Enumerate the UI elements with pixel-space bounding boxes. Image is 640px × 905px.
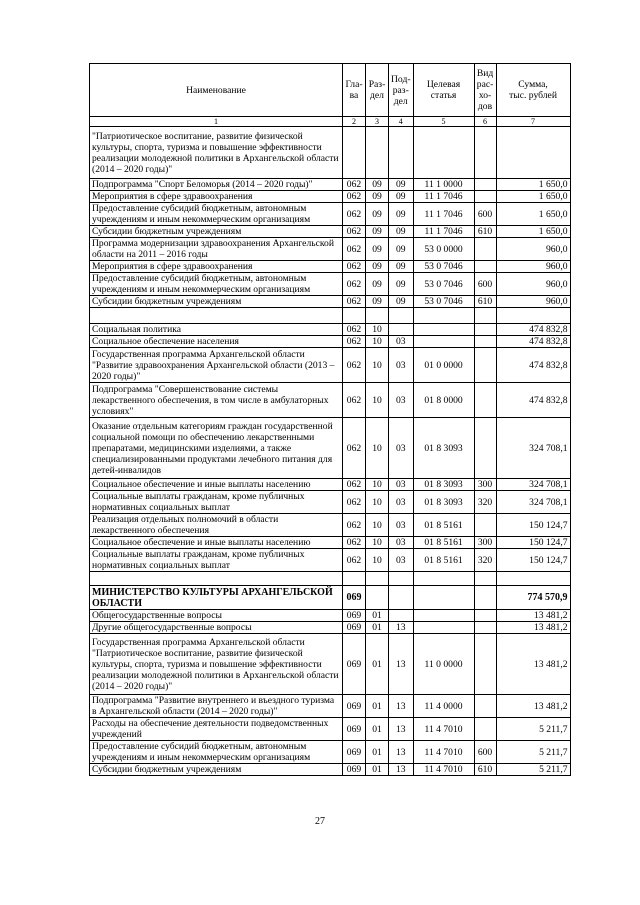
cell-glava: 069 [343,610,366,622]
cell-podrazdel: 09 [389,273,414,296]
cell-razdel: 01 [366,741,389,764]
cell-target: 53 0 7046 [413,296,474,308]
cell-target: 11 4 7010 [413,764,474,776]
cell-glava: 069 [343,764,366,776]
header-vid: Вид рас- хо- дов [474,64,496,117]
cell-vid [474,383,496,418]
cell-podrazdel: 09 [389,191,414,203]
cell-target: 53 0 0000 [413,238,474,261]
cell-vid [474,324,496,336]
cell-vid [474,586,496,610]
cell-sum: 324 708,1 [496,479,570,491]
table-row [90,203,571,226]
table-row [90,336,571,348]
cell-podrazdel: 13 [389,695,414,718]
cell-vid [474,622,496,634]
cell-name: Социальные выплаты гражданам, кроме публичных нормативных социальных выплат [90,549,343,572]
cell-vid [474,179,496,191]
cell-vid [474,718,496,741]
cell-name: Предоставление субсидий бюджетным, автономным учреждениям и иным некоммерческим организациям [90,203,343,226]
cell-sum: 150 124,7 [496,514,570,537]
cell-glava: 062 [343,179,366,191]
column-number: 3 [366,117,389,127]
cell-podrazdel: 03 [389,549,414,572]
cell-vid: 320 [474,491,496,514]
table-row [90,622,571,634]
cell-target: 11 1 7046 [413,203,474,226]
cell-podrazdel [389,610,414,622]
cell-name: Программа модернизации здравоохранения Архангельской области на 2011 – 2016 годы [90,238,343,261]
column-number: 5 [413,117,474,127]
cell-razdel: 01 [366,622,389,634]
cell-vid: 300 [474,537,496,549]
cell-name: Субсидии бюджетным учреждениям [90,296,343,308]
cell-glava: 069 [343,718,366,741]
cell-sum: 474 832,8 [496,336,570,348]
cell-target: 01 8 0000 [413,383,474,418]
table-row [90,537,571,549]
cell-target: 11 4 7010 [413,741,474,764]
cell-razdel: 09 [366,179,389,191]
budget-table [89,63,571,776]
cell-podrazdel: 09 [389,203,414,226]
cell-name: Подпрограмма "Спорт Беломорья (2014 – 2020 годы)" [90,179,343,191]
table-row [90,764,571,776]
cell-vid [474,238,496,261]
cell-glava: 062 [343,203,366,226]
header-razdel: Раз- дел [366,64,389,117]
cell-sum: 150 124,7 [496,537,570,549]
page-number: 27 [315,816,325,827]
cell-razdel: 10 [366,491,389,514]
table-row [90,418,571,479]
cell-podrazdel: 13 [389,718,414,741]
cell-glava: 069 [343,634,366,695]
cell-glava [343,308,366,324]
cell-sum: 324 708,1 [496,418,570,479]
cell-vid [474,348,496,383]
cell-sum: 960,0 [496,261,570,273]
cell-target [413,308,474,324]
cell-name: Социальная политика [90,324,343,336]
cell-vid: 600 [474,273,496,296]
cell-sum: 5 211,7 [496,718,570,741]
cell-razdel: 10 [366,348,389,383]
cell-glava: 062 [343,191,366,203]
cell-name: МИНИСТЕРСТВО КУЛЬТУРЫ АРХАНГЕЛЬСКОЙ ОБЛАСТИ [90,586,343,610]
cell-vid: 300 [474,479,496,491]
cell-razdel: 09 [366,226,389,238]
cell-target: 01 8 5161 [413,549,474,572]
cell-target: 11 1 7046 [413,191,474,203]
cell-podrazdel [389,324,414,336]
cell-vid: 610 [474,226,496,238]
table-row [90,634,571,695]
table-row [90,226,571,238]
cell-sum: 13 481,2 [496,610,570,622]
cell-podrazdel: 13 [389,741,414,764]
cell-name: Другие общегосударственные вопросы [90,622,343,634]
cell-podrazdel: 09 [389,238,414,261]
header-glava: Гла- ва [343,64,366,117]
cell-vid [474,308,496,324]
cell-target: 11 4 0000 [413,695,474,718]
cell-razdel: 10 [366,324,389,336]
cell-sum: 5 211,7 [496,764,570,776]
table-row [90,491,571,514]
cell-name: Государственная программа Архангельской области "Патриотическое воспитание, развитие физической культуры, спорта, туризма и повышение эффективности реализации молодежной политики в Архангельской области (2014 – 2020 годы)" [90,634,343,695]
cell-razdel [366,572,389,586]
cell-target: 01 8 5161 [413,514,474,537]
cell-razdel [366,308,389,324]
table-row [90,695,571,718]
cell-name: "Патриотическое воспитание, развитие физической культуры, спорта, туризма и повышение эффективности реализации молодежной политики в Архангельской области (2014 – 2020 годы)" [90,127,343,179]
cell-podrazdel: 03 [389,514,414,537]
cell-razdel: 09 [366,296,389,308]
cell-sum: 324 708,1 [496,491,570,514]
table-row [90,549,571,572]
cell-vid [474,514,496,537]
cell-sum: 1 650,0 [496,203,570,226]
table-row [90,238,571,261]
cell-podrazdel: 03 [389,418,414,479]
cell-razdel: 10 [366,549,389,572]
cell-glava [343,572,366,586]
cell-sum: 13 481,2 [496,695,570,718]
cell-podrazdel: 03 [389,491,414,514]
cell-vid [474,695,496,718]
cell-podrazdel: 03 [389,348,414,383]
cell-target [413,610,474,622]
cell-target: 01 8 5161 [413,537,474,549]
cell-podrazdel: 03 [389,537,414,549]
cell-glava: 062 [343,273,366,296]
cell-vid [474,127,496,179]
cell-razdel: 10 [366,383,389,418]
cell-razdel: 01 [366,634,389,695]
table-row [90,273,571,296]
cell-glava: 062 [343,537,366,549]
cell-glava: 062 [343,324,366,336]
cell-glava: 062 [343,261,366,273]
cell-razdel [366,127,389,179]
cell-podrazdel [389,572,414,586]
cell-target: 53 0 7046 [413,261,474,273]
header-podrazdel: Под- раз- дел [389,64,414,117]
cell-vid [474,418,496,479]
cell-glava: 062 [343,514,366,537]
table-body [90,127,571,776]
cell-name: Предоставление субсидий бюджетным, автономным учреждениям и иным некоммерческим организациям [90,273,343,296]
cell-target [413,336,474,348]
cell-sum: 960,0 [496,273,570,296]
cell-vid [474,261,496,273]
cell-glava [343,127,366,179]
cell-sum: 150 124,7 [496,549,570,572]
cell-sum: 13 481,2 [496,622,570,634]
cell-target [413,622,474,634]
table-row [90,610,571,622]
cell-glava: 062 [343,238,366,261]
cell-sum: 1 650,0 [496,226,570,238]
cell-sum [496,572,570,586]
cell-target: 11 1 0000 [413,179,474,191]
cell-sum [496,308,570,324]
cell-podrazdel: 03 [389,479,414,491]
column-number: 7 [496,117,570,127]
cell-razdel: 09 [366,238,389,261]
cell-vid: 610 [474,764,496,776]
cell-name: Субсидии бюджетным учреждениям [90,226,343,238]
cell-target: 01 8 3093 [413,418,474,479]
table-row [90,296,571,308]
cell-razdel: 10 [366,537,389,549]
cell-name [90,308,343,324]
cell-glava: 062 [343,348,366,383]
table-row [90,127,571,179]
cell-razdel: 10 [366,336,389,348]
cell-podrazdel: 13 [389,634,414,695]
cell-vid: 600 [474,741,496,764]
cell-target: 01 8 3093 [413,491,474,514]
cell-target [413,324,474,336]
cell-vid: 600 [474,203,496,226]
cell-razdel: 10 [366,514,389,537]
cell-target: 11 1 7046 [413,226,474,238]
cell-name: Расходы на обеспечение деятельности подведомственных учреждений [90,718,343,741]
table-row [90,741,571,764]
cell-glava: 062 [343,549,366,572]
cell-name: Социальное обеспечение населения [90,336,343,348]
cell-vid [474,191,496,203]
cell-name: Социальное обеспечение и иные выплаты населению [90,537,343,549]
cell-glava: 069 [343,586,366,610]
cell-target: 01 0 0000 [413,348,474,383]
cell-target [413,572,474,586]
column-number: 2 [343,117,366,127]
table-row [90,179,571,191]
cell-name: Мероприятия в сфере здравоохранения [90,191,343,203]
cell-sum: 474 832,8 [496,324,570,336]
cell-vid [474,336,496,348]
table-header-row [90,64,571,117]
cell-podrazdel: 13 [389,622,414,634]
cell-sum: 774 570,9 [496,586,570,610]
cell-razdel: 10 [366,479,389,491]
cell-sum: 960,0 [496,296,570,308]
cell-sum [496,127,570,179]
cell-podrazdel: 09 [389,261,414,273]
cell-name: Мероприятия в сфере здравоохранения [90,261,343,273]
table-row [90,514,571,537]
cell-vid: 610 [474,296,496,308]
cell-name: Предоставление субсидий бюджетным, автономным учреждениям и иным некоммерческим организациям [90,741,343,764]
cell-vid [474,610,496,622]
table-row [90,261,571,273]
cell-podrazdel: 09 [389,296,414,308]
cell-razdel: 01 [366,764,389,776]
cell-name: Социальное обеспечение и иные выплаты населению [90,479,343,491]
cell-podrazdel [389,127,414,179]
cell-name: Подпрограмма "Развитие внутреннего и въездного туризма в Архангельской области (2014 – 2020 годы)" [90,695,343,718]
header-target: Целевая статья [413,64,474,117]
column-number: 6 [474,117,496,127]
cell-razdel: 09 [366,261,389,273]
cell-name: Оказание отдельным категориям граждан государственной социальной помощи по обеспечению лекарственными препаратами, медицинскими изделиями, а также специализированными продуктами лечебного питания для детей-инвалидов [90,418,343,479]
table-row [90,572,571,586]
cell-glava: 062 [343,226,366,238]
cell-target: 53 0 7046 [413,273,474,296]
cell-sum: 474 832,8 [496,383,570,418]
cell-vid [474,634,496,695]
cell-glava: 062 [343,418,366,479]
column-number: 4 [389,117,414,127]
cell-podrazdel [389,586,414,610]
cell-razdel: 09 [366,191,389,203]
cell-name: Социальные выплаты гражданам, кроме публичных нормативных социальных выплат [90,491,343,514]
cell-target: 11 0 0000 [413,634,474,695]
cell-vid: 320 [474,549,496,572]
header-sum: Сумма, тыс. рублей [496,64,570,117]
table-row [90,479,571,491]
column-number: 1 [90,117,343,127]
table-row [90,324,571,336]
cell-razdel: 10 [366,418,389,479]
cell-target [413,586,474,610]
cell-name: Субсидии бюджетным учреждениям [90,764,343,776]
cell-glava: 062 [343,336,366,348]
cell-podrazdel: 09 [389,179,414,191]
cell-target: 01 8 3093 [413,479,474,491]
cell-razdel [366,586,389,610]
cell-podrazdel: 03 [389,336,414,348]
cell-sum: 5 211,7 [496,741,570,764]
cell-razdel: 09 [366,203,389,226]
cell-glava: 069 [343,695,366,718]
cell-vid [474,572,496,586]
table-row [90,586,571,610]
cell-target: 11 4 7010 [413,718,474,741]
cell-razdel: 01 [366,695,389,718]
table-row [90,308,571,324]
column-number-row [90,117,571,127]
cell-glava: 069 [343,622,366,634]
cell-sum: 474 832,8 [496,348,570,383]
header-name: Наименование [90,64,343,117]
table-row [90,718,571,741]
cell-sum: 1 650,0 [496,191,570,203]
cell-glava: 062 [343,479,366,491]
cell-podrazdel: 03 [389,383,414,418]
cell-podrazdel [389,308,414,324]
cell-razdel: 01 [366,610,389,622]
cell-sum: 1 650,0 [496,179,570,191]
cell-razdel: 09 [366,273,389,296]
cell-name: Государственная программа Архангельской области "Развитие здравоохранения Архангельской области (2013 – 2020 годы)" [90,348,343,383]
cell-glava: 069 [343,741,366,764]
cell-name: Реализация отдельных полномочий в области лекарственного обеспечения [90,514,343,537]
cell-sum: 960,0 [496,238,570,261]
cell-name: Общегосударственные вопросы [90,610,343,622]
cell-razdel: 01 [366,718,389,741]
table-row [90,191,571,203]
cell-name [90,572,343,586]
cell-podrazdel: 09 [389,226,414,238]
cell-name: Подпрограмма "Совершенствование системы лекарственного обеспечения, в том числе в амбулаторных условиях" [90,383,343,418]
cell-target [413,127,474,179]
cell-glava: 062 [343,491,366,514]
cell-sum: 13 481,2 [496,634,570,695]
cell-glava: 062 [343,383,366,418]
cell-podrazdel: 13 [389,764,414,776]
cell-glava: 062 [343,296,366,308]
table-row [90,383,571,418]
table-row [90,348,571,383]
